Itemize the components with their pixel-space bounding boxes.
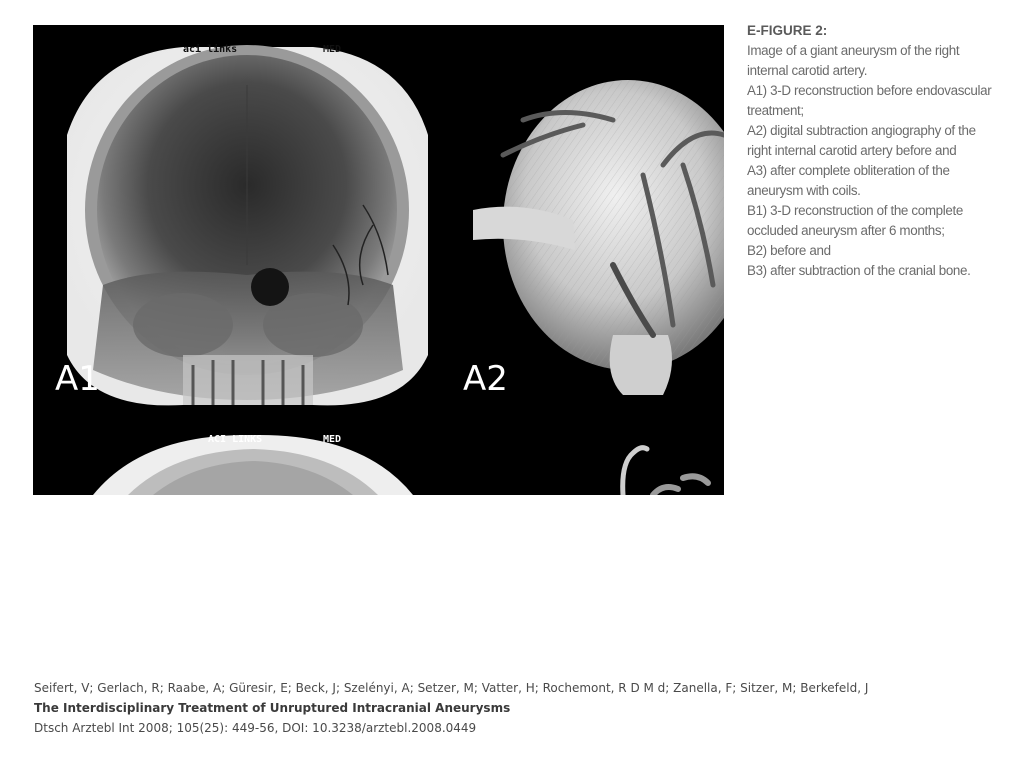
citation-title: The Interdisciplinary Treatment of Unruptured Intracranial Aneurysms — [34, 701, 511, 715]
panel-label-a2: A2 — [463, 359, 508, 399]
caption-line: A1) 3-D reconstruction before endovascular — [747, 83, 992, 98]
panel-b-right-partial — [463, 433, 724, 495]
figure-image — [33, 25, 724, 495]
caption-line: Image of a giant aneurysm of the right — [747, 43, 960, 58]
panel-label-a1: A1 — [55, 359, 100, 399]
panel-a1 — [33, 25, 463, 425]
caption-line: B3) after subtraction of the cranial bone. — [747, 263, 971, 278]
caption-line: B2) before and — [747, 243, 831, 258]
overlay-text-aci-links-bottom: ACI LINKS — [208, 434, 263, 445]
overlay-text-med: MED — [323, 44, 342, 55]
caption-line: internal carotid artery. — [747, 63, 868, 78]
overlay-text-med-bottom: MED — [323, 434, 342, 445]
citation-authors: Seifert, V; Gerlach, R; Raabe, A; Güresir, E; Beck, J; Szelényi, A; Setzer, M; Vatter, H; Rochemont, R D M d; Zanella, F; Sitzer, M; Berkefeld, J — [34, 681, 869, 695]
panel-b-left-partial — [33, 433, 463, 495]
citation-source: Dtsch Arztebl Int 2008; 105(25): 449-56, DOI: 10.3238/arztebl.2008.0449 — [34, 721, 477, 735]
caption-line: right internal carotid artery before and — [747, 143, 957, 158]
citation — [34, 678, 868, 738]
caption-line: occluded aneurysm after 6 months; — [747, 223, 945, 238]
overlay-text-aci-links: aci links — [183, 44, 238, 55]
panel-a2 — [463, 25, 724, 425]
caption-line: B1) 3-D reconstruction of the complete — [747, 203, 963, 218]
figure-caption — [747, 21, 1009, 281]
caption-line: treatment; — [747, 103, 804, 118]
caption-line: aneurysm with coils. — [747, 183, 861, 198]
caption-title: E-FIGURE 2: — [747, 23, 828, 38]
vessel-3d-partial-image — [463, 433, 724, 495]
caption-line: A2) digital subtraction angiography of the — [747, 123, 976, 138]
caption-line: A3) after complete obliteration of the — [747, 163, 950, 178]
